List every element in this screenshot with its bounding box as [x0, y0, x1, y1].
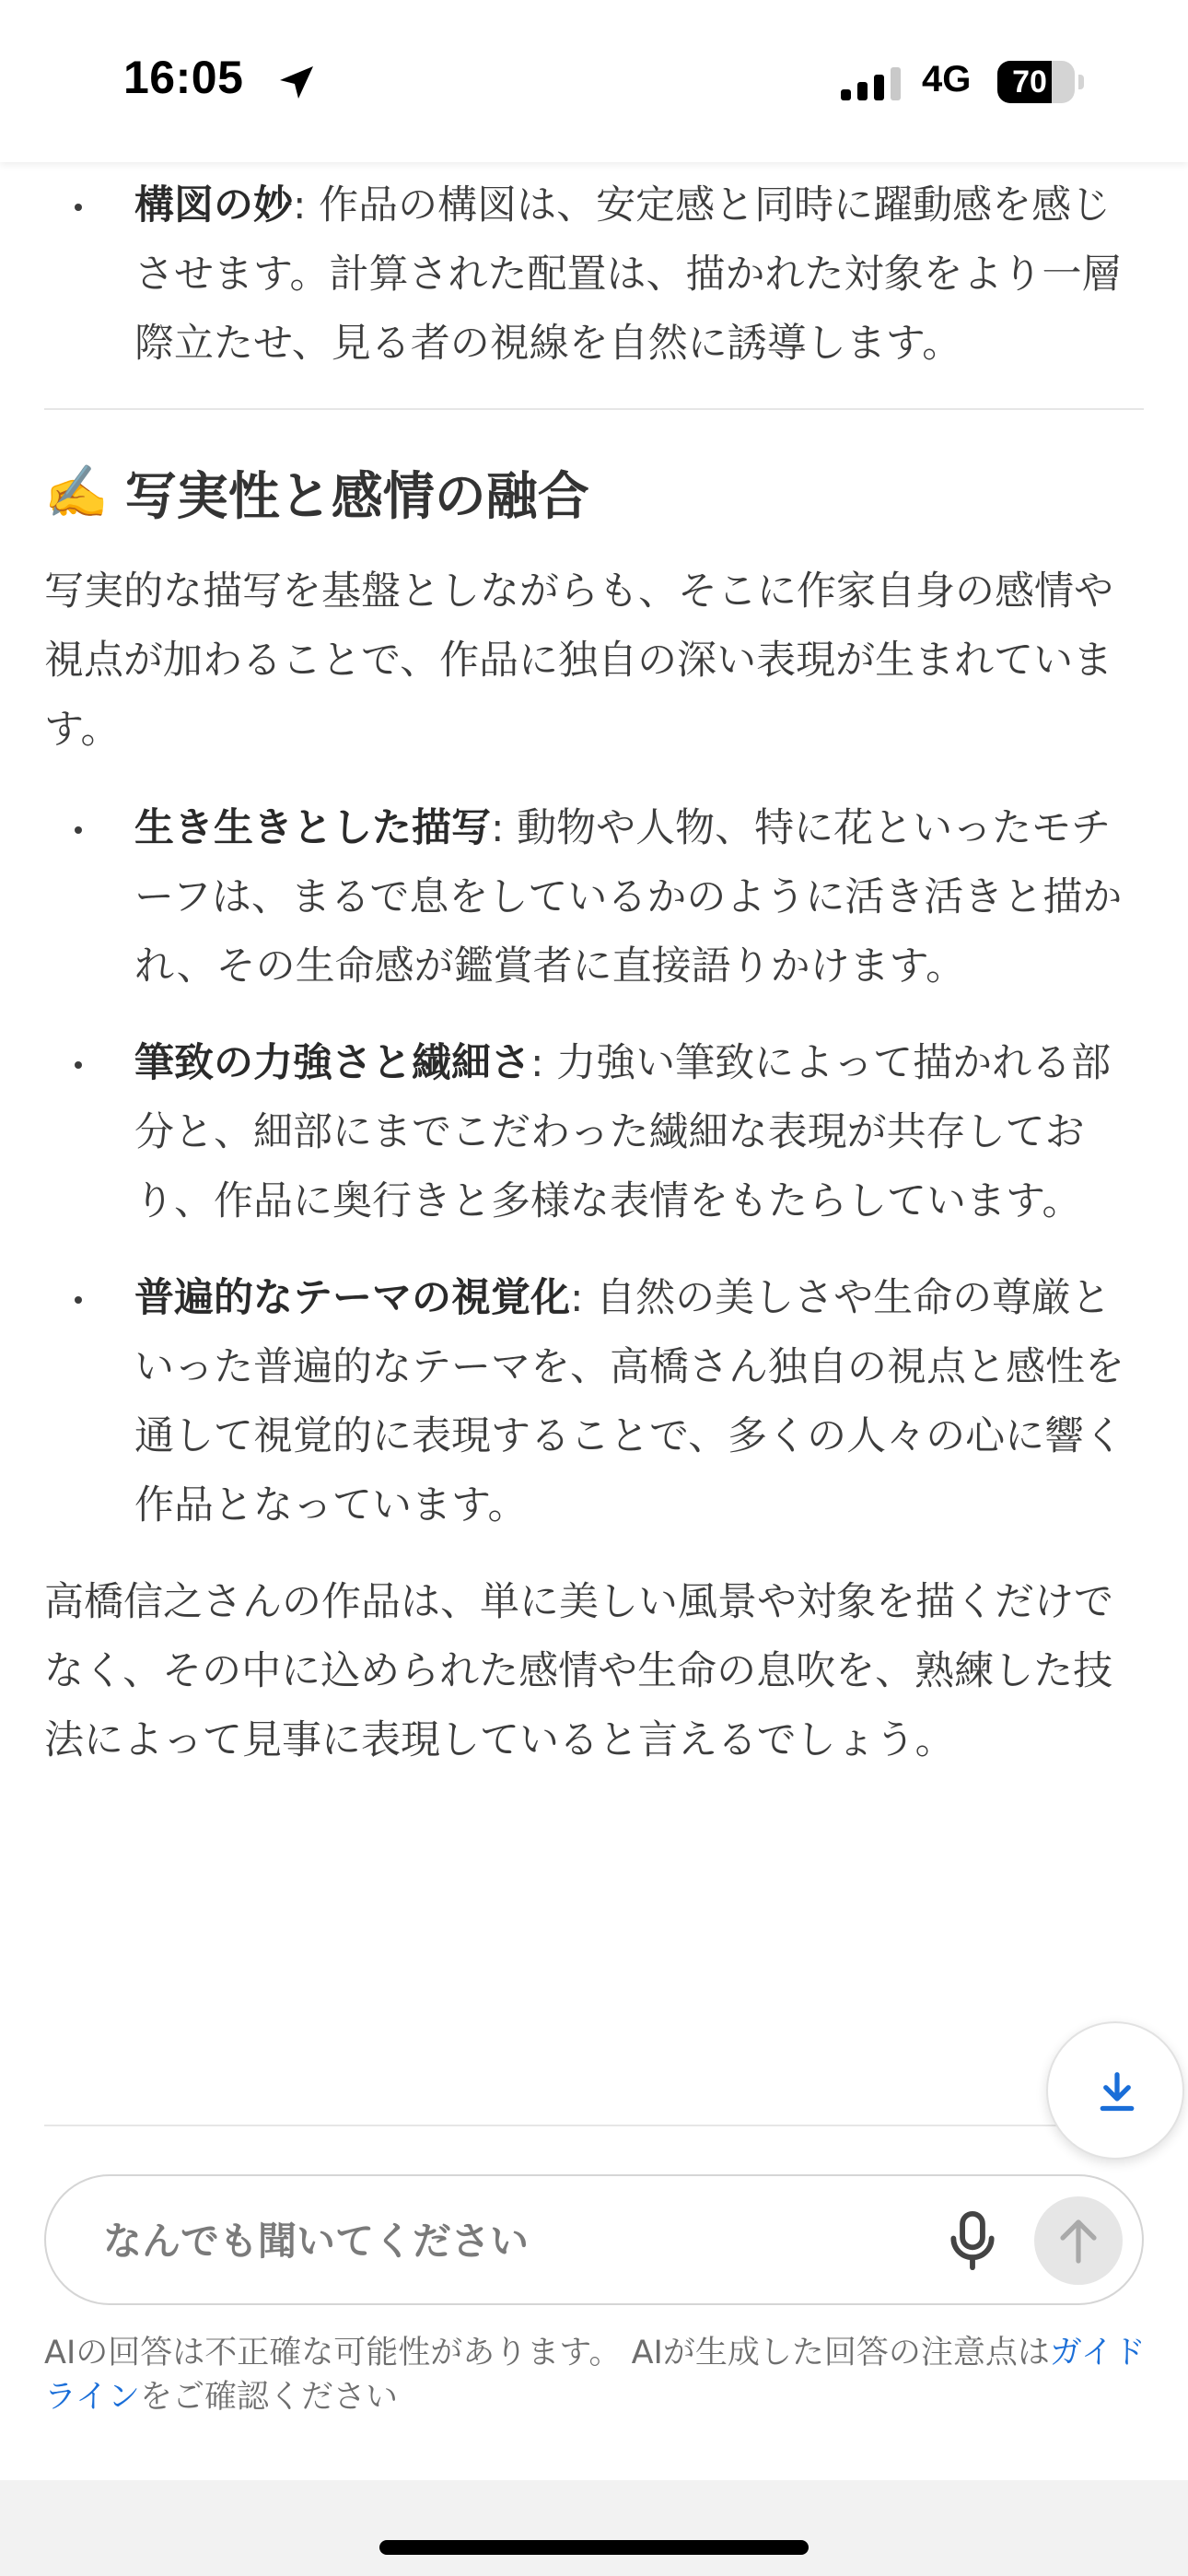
fusion-bullet-list	[44, 794, 1144, 1540]
battery-icon	[997, 61, 1086, 103]
disclaimer-suffix: をご確認ください	[139, 2379, 398, 2416]
list-item	[44, 171, 1144, 379]
guidelines-link[interactable]: ガイドライン	[44, 2335, 1146, 2416]
chat-input[interactable]	[101, 2176, 934, 2305]
bullet-title: 普遍的なテーマの視覚化	[134, 1275, 570, 1321]
bullet-title: 筆致の力強さと繊細さ	[134, 1040, 530, 1086]
chat-response	[44, 162, 1144, 1775]
battery-cap	[1078, 75, 1084, 89]
home-indicator[interactable]	[379, 2540, 809, 2555]
arrow-down-to-line-icon	[1098, 2071, 1136, 2113]
battery-level: 70	[1012, 64, 1047, 100]
battery-body	[997, 61, 1075, 103]
signal-icon	[841, 67, 902, 100]
section-intro: 写実的な描写を基盤としながらも、そこに作家自身の感情や視点が加わることで、作品に独自の深い表現が生まれています。	[44, 568, 1113, 753]
composer	[44, 2174, 1144, 2305]
scroll-to-bottom-button[interactable]	[1046, 2021, 1184, 2160]
status-time: 16:05	[123, 52, 244, 103]
conclusion-paragraph: 高橋信之さんの作品は、単に美しい風景や対象を描くだけでなく、その中に込められた感情や生命の息吹を、熟練した技法によって見事に表現していると言えるでしょう。	[44, 1579, 1113, 1763]
arrow-up-icon	[1056, 2217, 1101, 2265]
list-item	[44, 794, 1144, 1001]
section-title: 写実性と感情の融合	[124, 467, 589, 527]
status-bar	[0, 0, 1188, 162]
list-item	[44, 1029, 1144, 1236]
bullet-title: 生き生きとした描写	[134, 805, 491, 851]
writing-hand-icon: ✍️	[44, 463, 109, 522]
bullet-dot	[75, 1061, 82, 1069]
location-arrow-icon	[274, 61, 319, 105]
section-divider	[44, 408, 1144, 410]
composition-bullet-list	[44, 171, 1144, 379]
microphone-icon[interactable]	[945, 2209, 1000, 2272]
bullet-dot	[75, 1296, 82, 1304]
bullet-title: 構図の妙	[134, 182, 293, 228]
send-button[interactable]	[1034, 2196, 1123, 2285]
composer-divider	[44, 2125, 1144, 2126]
bullet-text: : 作品の構図は、安定感と同時に躍動感を感じさせます。計算された配置は、描かれた対象をより一層際立たせ、見る者の視線を自然に誘導します。	[134, 182, 1122, 367]
list-item	[44, 1264, 1144, 1540]
bullet-text: : 自然の美しさや生命の尊厳といった普遍的なテーマを、高橋さん独自の視点と感性を通して視覚的に表現することで、多くの人々の心に響く作品となっています。	[134, 1275, 1124, 1528]
network-type: 4G	[922, 59, 972, 100]
bullet-text: : 動物や人物、特に花といったモチーフは、まるで息をしているかのように活き活きと描かれ、その生命感が鑑賞者に直接語りかけます。	[134, 805, 1123, 989]
bullet-dot	[75, 204, 82, 211]
ai-disclaimer	[44, 2331, 1149, 2419]
bullet-dot	[75, 826, 82, 834]
disclaimer-text: AIの回答は不正確な可能性があります。 AIが生成した回答の注意点は	[44, 2335, 1050, 2371]
bullet-text: : 力強い筆致によって描かれる部分と、細部にまでこだわった繊細な表現が共存しており、作品に奥行きと多様な表情をもたらしています。	[134, 1040, 1112, 1224]
home-bar-area	[0, 2480, 1188, 2576]
section-heading	[44, 456, 1144, 530]
